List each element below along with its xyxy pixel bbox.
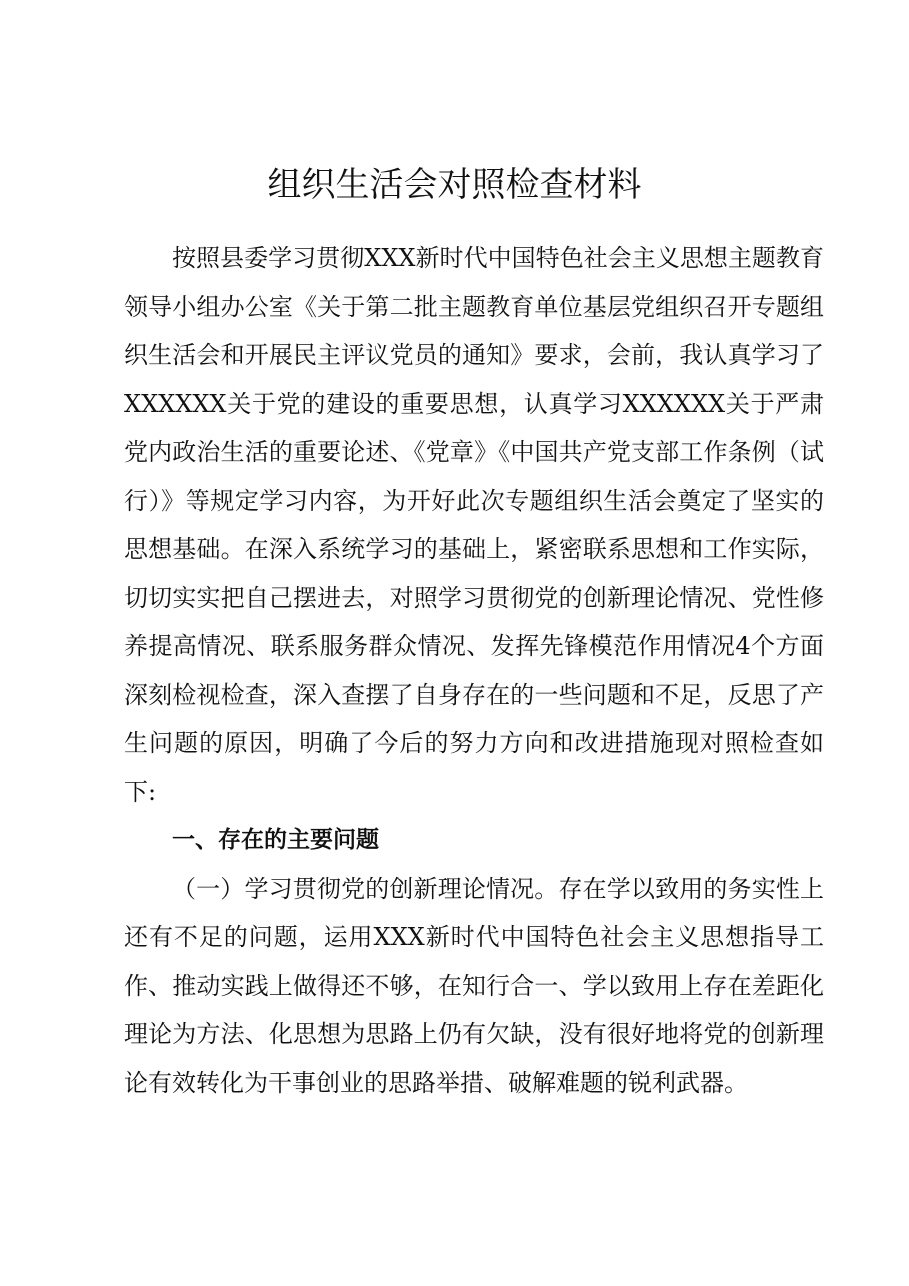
section-heading: 一、存在的主要问题 [172,827,379,853]
document-body [124,234,824,1107]
section-paragraph: （一）学习贯彻党的创新理论情况。存在学以致用的务实性上还有不足的问题，运用XXX新时代中国特色社会主义思想指导工作、推动实践上做得还不够，在知行合一、学以致用上存在差距化理论为方法、化思想为思路上仍有欠缺，没有很好地将党的创新理论有效转化为干事创业的思路举措、破解难题的锐利武器。 [124,874,824,1097]
document-title: 组织生活会对照检查材料 [267,165,642,205]
intro-paragraph: 按照县委学习贯彻XXX新时代中国特色社会主义思想主题教育领导小组办公室《关于第二批主题教育单位基层党组织召开专题组织生活会和开展民主评议党员的通知》要求，会前，我认真学习了XXXXXX关于党的建设的重要思想，认真学习XXXXXX关于严肃党内政治生活的重要论述、《党章》《中国共产党支部工作条例（试行）》等规定学习内容，为开好此次专题组织生活会奠定了坚实的思想基础。在深入系统学习的基础上，紧密联系思想和工作实际，切切实实把自己摆进去，对照学习贯彻党的创新理论情况、党性修养提高情况、联系服务群众情况、发挥先锋模范作用情况4个方面深刻检视检查，深入查摆了自身存在的一些问题和不足，反思了产生问题的原因，明确了今后的努力方向和改进措施现对照检查如下: [124,244,824,806]
